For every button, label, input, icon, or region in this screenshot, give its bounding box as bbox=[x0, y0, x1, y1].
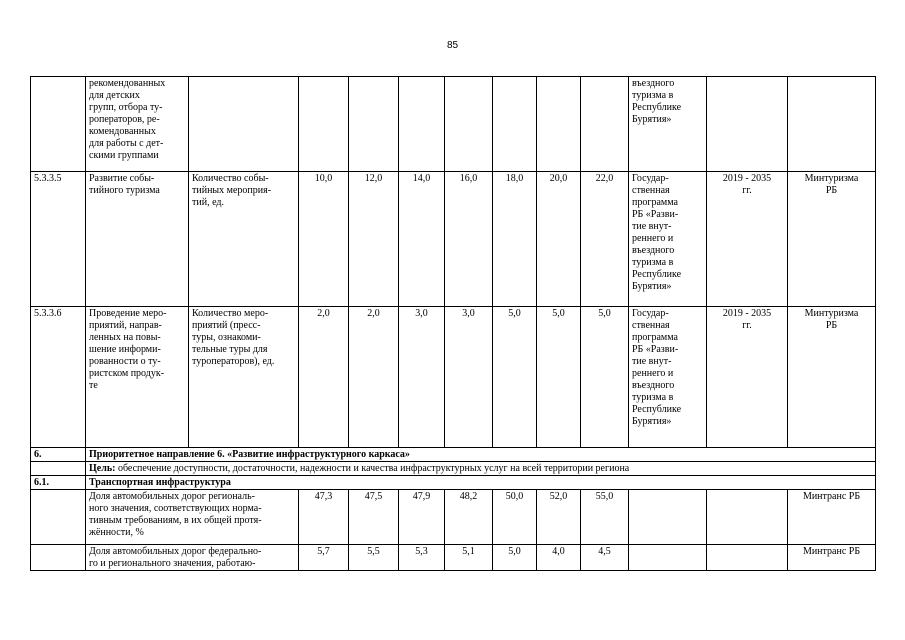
section-title: Приоритетное направление 6. «Развитие инфраструктурного каркаса» bbox=[86, 448, 876, 462]
cell-value: 4,0 bbox=[537, 545, 581, 571]
cell-value: 5,5 bbox=[349, 545, 399, 571]
cell-period: 2019 - 2035 гг. bbox=[707, 307, 788, 448]
cell-value: 20,0 bbox=[537, 172, 581, 307]
cell-program: въездного туризма в Республике Бурятия» bbox=[629, 77, 707, 172]
cell-value: 52,0 bbox=[537, 490, 581, 545]
goal-text bbox=[86, 462, 876, 476]
cell-value: 16,0 bbox=[445, 172, 493, 307]
page-number: 85 bbox=[446, 40, 459, 51]
goal-body: обеспечение доступности, достаточности, надежности и качества инфраструктурных услуг на всей территории региона bbox=[115, 463, 630, 474]
cell-value: 5,7 bbox=[299, 545, 349, 571]
cell-value: 47,5 bbox=[349, 490, 399, 545]
cell-measure-name: рекомендованных для детских групп, отбора ту- роператоров, ре- комендованных для работы с дет- скими группами bbox=[86, 77, 189, 172]
cell-measure-name: Проведение меро- приятий, направ- ленных на повы- шение информи- рованности о ту- ристском продук- те bbox=[86, 307, 189, 448]
cell-code bbox=[31, 77, 86, 172]
cell-value: 47,3 bbox=[299, 490, 349, 545]
table-row-5-3-3-5 bbox=[31, 172, 876, 307]
table-row-6-1 bbox=[31, 476, 876, 490]
cell-value: 5,0 bbox=[493, 545, 537, 571]
cell-value: 50,0 bbox=[493, 490, 537, 545]
table-row-continuation bbox=[31, 77, 876, 172]
goal-label: Цель: bbox=[89, 463, 116, 474]
cell-code: 6.1. bbox=[31, 476, 86, 490]
cell-program: Государ- ственная программа РБ «Разви- тие внут- реннего и въездного туризма в Республике Бурятия» bbox=[629, 307, 707, 448]
cell-period: 2019 - 2035 гг. bbox=[707, 172, 788, 307]
table-row-goal bbox=[31, 462, 876, 476]
cell-value: 5,0 bbox=[581, 307, 629, 448]
cell-value: 55,0 bbox=[581, 490, 629, 545]
cell-responsible: Минтранс РБ bbox=[788, 490, 876, 545]
cell-value: 5,3 bbox=[399, 545, 445, 571]
cell-value: 10,0 bbox=[299, 172, 349, 307]
cell-program: Государ- ственная программа РБ «Разви- тие внут- реннего и въездного туризма в Республике Бурятия» bbox=[629, 172, 707, 307]
cell-value: 14,0 bbox=[399, 172, 445, 307]
cell-value: 22,0 bbox=[581, 172, 629, 307]
cell-value: 3,0 bbox=[399, 307, 445, 448]
cell-code: 6. bbox=[31, 448, 86, 462]
cell-indicator: Доля автомобильных дорог региональ- ного значения, соответствующих норма- тивным требованиям, в их общей протя- жённости, % bbox=[86, 490, 299, 545]
cell-responsible: Минтуризма РБ bbox=[788, 307, 876, 448]
cell-value: 18,0 bbox=[493, 172, 537, 307]
table-row-section-6 bbox=[31, 448, 876, 462]
cell-responsible: Минтуризма РБ bbox=[788, 172, 876, 307]
cell-indicator: Количество собы- тийных мероприя- тий, ед. bbox=[189, 172, 299, 307]
cell-value: 3,0 bbox=[445, 307, 493, 448]
cell-code: 5.3.3.5 bbox=[31, 172, 86, 307]
indicators-table bbox=[30, 76, 876, 571]
cell-measure-name: Развитие собы- тийного туризма bbox=[86, 172, 189, 307]
cell-value: 12,0 bbox=[349, 172, 399, 307]
cell-value: 5,0 bbox=[537, 307, 581, 448]
cell-value: 5,0 bbox=[493, 307, 537, 448]
cell-value: 48,2 bbox=[445, 490, 493, 545]
table-row-roads-regional bbox=[31, 490, 876, 545]
cell-value: 2,0 bbox=[299, 307, 349, 448]
cell-value: 4,5 bbox=[581, 545, 629, 571]
cell-value: 2,0 bbox=[349, 307, 399, 448]
cell-value: 5,1 bbox=[445, 545, 493, 571]
cell-indicator: Доля автомобильных дорог федерально- го и регионального значения, работаю- bbox=[86, 545, 299, 571]
subsection-title: Транспортная инфраструктура bbox=[86, 476, 876, 490]
cell-indicator bbox=[189, 77, 299, 172]
table-row-5-3-3-6 bbox=[31, 307, 876, 448]
cell-value: 47,9 bbox=[399, 490, 445, 545]
table-row-roads-federal bbox=[31, 545, 876, 571]
cell-code: 5.3.3.6 bbox=[31, 307, 86, 448]
cell-responsible: Минтранс РБ bbox=[788, 545, 876, 571]
cell-indicator: Количество меро- приятий (пресс- туры, ознакоми- тельные туры для туроператоров), ед. bbox=[189, 307, 299, 448]
